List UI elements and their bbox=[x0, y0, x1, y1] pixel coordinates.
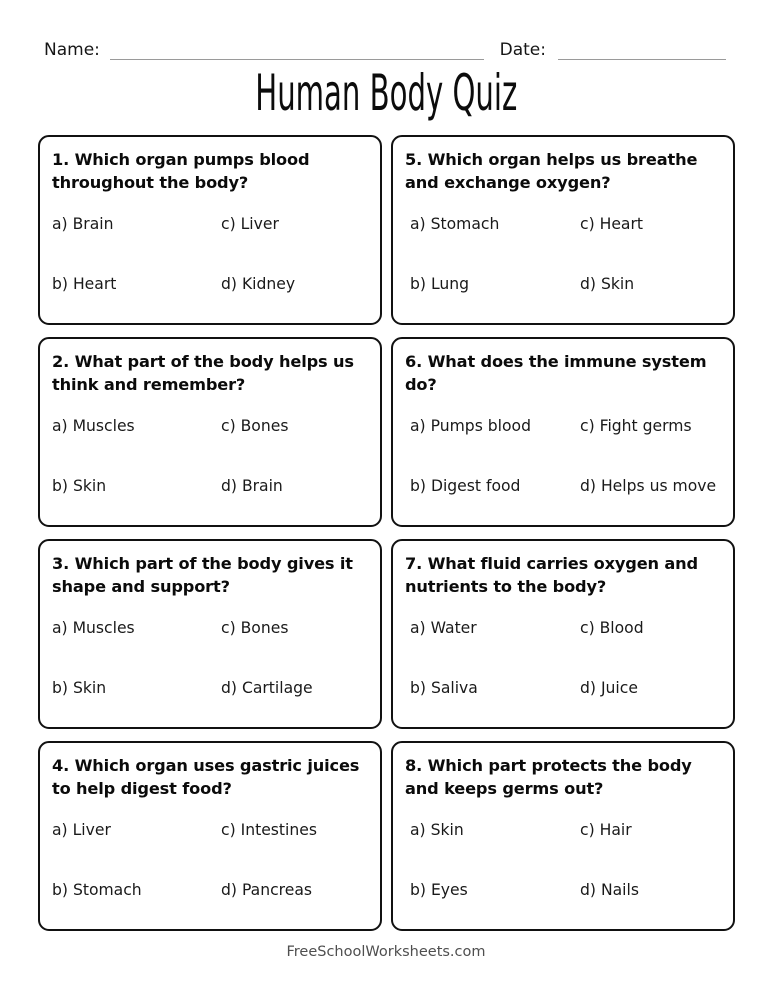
question-text: 1. Which organ pumps blood throughout the body? bbox=[52, 150, 310, 192]
option-b[interactable]: b) Skin bbox=[52, 679, 107, 697]
option-d[interactable]: d) Skin bbox=[580, 275, 635, 293]
question-text: 6. What does the immune system do? bbox=[405, 352, 707, 394]
page-title bbox=[0, 64, 772, 123]
options-group bbox=[52, 214, 370, 295]
option-b[interactable]: b) Skin bbox=[52, 477, 107, 495]
options-group bbox=[410, 820, 723, 901]
option-a[interactable]: a) Liver bbox=[52, 821, 111, 839]
options-group bbox=[52, 820, 370, 901]
option-b[interactable]: b) Heart bbox=[52, 275, 117, 293]
option-c[interactable]: c) Hair bbox=[580, 821, 632, 839]
option-a[interactable]: a) Brain bbox=[52, 215, 114, 233]
option-a[interactable]: a) Skin bbox=[410, 821, 464, 839]
question-card-2 bbox=[38, 337, 382, 527]
option-c[interactable]: c) Bones bbox=[221, 417, 289, 435]
date-label: Date: bbox=[499, 40, 546, 60]
questions-grid bbox=[38, 135, 735, 931]
name-field-group bbox=[44, 40, 484, 60]
question-card-4 bbox=[38, 741, 382, 931]
options-group bbox=[410, 618, 723, 699]
option-a[interactable]: a) Water bbox=[410, 619, 477, 637]
question-text: 3. Which part of the body gives it shape and support? bbox=[52, 554, 353, 596]
option-d[interactable]: d) Juice bbox=[580, 679, 638, 697]
option-d[interactable]: d) Helps us move bbox=[580, 477, 717, 495]
options-group bbox=[410, 416, 723, 497]
question-card-3 bbox=[38, 539, 382, 729]
question-card-8 bbox=[391, 741, 735, 931]
option-c[interactable]: c) Heart bbox=[580, 215, 644, 233]
question-card-7 bbox=[391, 539, 735, 729]
option-c[interactable]: c) Intestines bbox=[221, 821, 317, 839]
date-input-line[interactable] bbox=[558, 43, 726, 60]
worksheet-header bbox=[0, 30, 772, 60]
option-c[interactable]: c) Blood bbox=[580, 619, 644, 637]
option-a[interactable]: a) Stomach bbox=[410, 215, 500, 233]
page-title-text: Human Body Quiz bbox=[255, 64, 517, 123]
question-text: 4. Which organ uses gastric juices to help digest food? bbox=[52, 756, 360, 798]
question-card-6 bbox=[391, 337, 735, 527]
option-b[interactable]: b) Stomach bbox=[52, 881, 142, 899]
option-c[interactable]: c) Fight germs bbox=[580, 417, 692, 435]
option-b[interactable]: b) Digest food bbox=[410, 477, 521, 495]
question-text: 2. What part of the body helps us think and remember? bbox=[52, 352, 354, 394]
option-a[interactable]: a) Muscles bbox=[52, 619, 135, 637]
date-field-group bbox=[500, 40, 726, 60]
question-text: 5. Which organ helps us breathe and exchange oxygen? bbox=[405, 150, 698, 192]
option-a[interactable]: a) Muscles bbox=[52, 417, 135, 435]
option-d[interactable]: d) Nails bbox=[580, 881, 639, 899]
name-input-line[interactable] bbox=[110, 43, 484, 60]
question-card-5 bbox=[391, 135, 735, 325]
options-group bbox=[52, 416, 370, 497]
question-text: 7. What fluid carries oxygen and nutrients to the body? bbox=[405, 554, 698, 596]
question-card-1 bbox=[38, 135, 382, 325]
name-label: Name: bbox=[44, 40, 100, 60]
question-text: 8. Which part protects the body and keeps germs out? bbox=[405, 756, 692, 798]
option-c[interactable]: c) Bones bbox=[221, 619, 289, 637]
option-d[interactable]: d) Brain bbox=[221, 477, 283, 495]
footer-credit: FreeSchoolWorksheets.com bbox=[286, 944, 486, 960]
option-c[interactable]: c) Liver bbox=[221, 215, 279, 233]
option-d[interactable]: d) Cartilage bbox=[221, 679, 313, 697]
option-b[interactable]: b) Saliva bbox=[410, 679, 478, 697]
options-group bbox=[410, 214, 723, 295]
option-d[interactable]: d) Kidney bbox=[221, 275, 296, 293]
option-d[interactable]: d) Pancreas bbox=[221, 881, 312, 899]
option-a[interactable]: a) Pumps blood bbox=[410, 417, 531, 435]
option-b[interactable]: b) Lung bbox=[410, 275, 470, 293]
options-group bbox=[52, 618, 370, 699]
option-b[interactable]: b) Eyes bbox=[410, 881, 468, 899]
